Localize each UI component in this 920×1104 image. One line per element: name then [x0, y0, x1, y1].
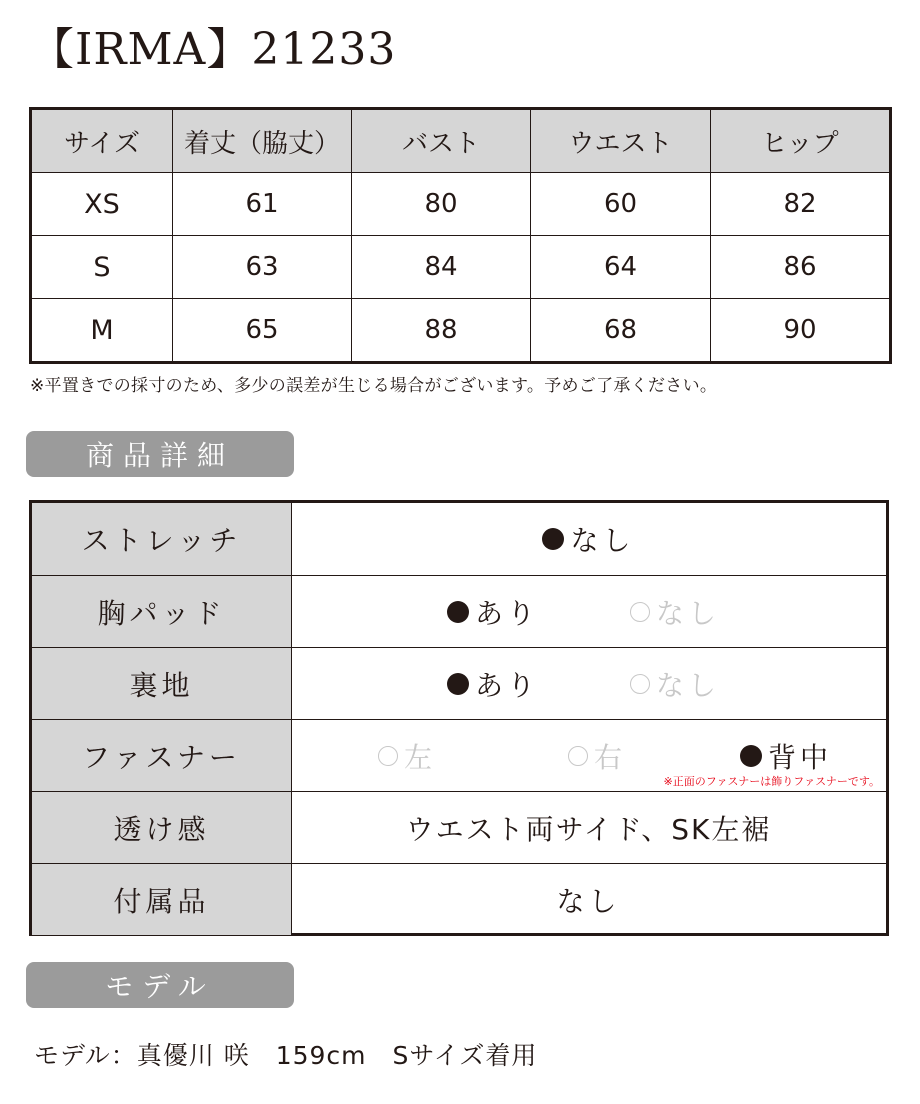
zipper-note: ※正面のファスナーは飾りファスナーです。: [663, 775, 880, 788]
cell-hip: 90: [711, 299, 891, 363]
size-label: XS: [31, 173, 173, 236]
empty-circle-icon: [630, 674, 650, 694]
detail-row-lining: [32, 647, 886, 719]
details-table: [29, 500, 889, 936]
header-bust: バスト: [352, 109, 531, 173]
lining-unselected: なし: [656, 668, 721, 702]
accessories-value: なし: [556, 884, 621, 918]
lining-selected: あり: [475, 668, 540, 702]
zipper-left: 左: [404, 740, 437, 774]
detail-row-sheer: [32, 791, 886, 863]
cell-waist: 68: [531, 299, 711, 363]
lining-selected-option: [447, 648, 539, 719]
chest-pad-unselected-option: [630, 576, 720, 647]
table-row: [31, 173, 891, 236]
cell-bust: 84: [352, 236, 531, 299]
lining-unselected-option: [630, 648, 720, 719]
model-heading: モデル: [26, 962, 294, 1008]
page-title: 【IRMA】21233: [30, 24, 397, 75]
details-heading: 商品詳細: [26, 431, 294, 477]
cell-hip: 86: [711, 236, 891, 299]
chest-pad-label: 胸パッド: [32, 576, 292, 647]
stretch-value: [291, 503, 886, 575]
cell-length: 63: [173, 236, 352, 299]
filled-circle-icon: [542, 528, 564, 550]
stretch-selected: なし: [570, 524, 635, 557]
size-label: M: [31, 299, 173, 363]
cell-hip: 82: [711, 173, 891, 236]
detail-row-zipper: [32, 719, 886, 791]
empty-circle-icon: [378, 746, 398, 766]
chest-pad-unselected: なし: [656, 596, 721, 630]
table-row: [31, 299, 891, 363]
cell-bust: 88: [352, 299, 531, 363]
size-table: [29, 107, 892, 364]
cell-length: 61: [173, 173, 352, 236]
empty-circle-icon: [630, 602, 650, 622]
zipper-left-option: [378, 720, 436, 791]
zipper-right-option: [568, 720, 626, 791]
detail-row-accessories: [32, 863, 886, 935]
cell-waist: 64: [531, 236, 711, 299]
stretch-label: ストレッチ: [32, 503, 292, 575]
header-hip: ヒップ: [711, 109, 891, 173]
size-label: S: [31, 236, 173, 299]
accessories-label: 付属品: [32, 864, 292, 935]
filled-circle-icon: [740, 745, 762, 767]
lining-label: 裏地: [32, 648, 292, 719]
zipper-right: 右: [594, 740, 627, 774]
header-waist: ウエスト: [531, 109, 711, 173]
filled-circle-icon: [447, 601, 469, 623]
detail-row-stretch: [32, 503, 886, 575]
cell-waist: 60: [531, 173, 711, 236]
empty-circle-icon: [568, 746, 588, 766]
sheer-label: 透け感: [32, 792, 292, 863]
chest-pad-selected-option: [447, 576, 539, 647]
zipper-label: ファスナー: [32, 720, 292, 791]
measurement-note: ※平置きでの採寸のため、多少の誤差が生じる場合がございます。予めご了承ください。: [30, 376, 718, 396]
filled-circle-icon: [447, 673, 469, 695]
model-info: モデル：真優川 咲 159cm Sサイズ着用: [34, 1041, 538, 1070]
cell-bust: 80: [352, 173, 531, 236]
size-table-header: [31, 109, 891, 173]
chest-pad-selected: あり: [475, 596, 540, 630]
header-length: 着丈（脇丈）: [173, 109, 352, 173]
header-size: サイズ: [31, 109, 173, 173]
detail-row-chest-pad: [32, 575, 886, 647]
table-row: [31, 236, 891, 299]
cell-length: 65: [173, 299, 352, 363]
zipper-selected: 背中: [768, 740, 833, 774]
sheer-value: ウエスト両サイド、SK左裾: [405, 812, 772, 846]
